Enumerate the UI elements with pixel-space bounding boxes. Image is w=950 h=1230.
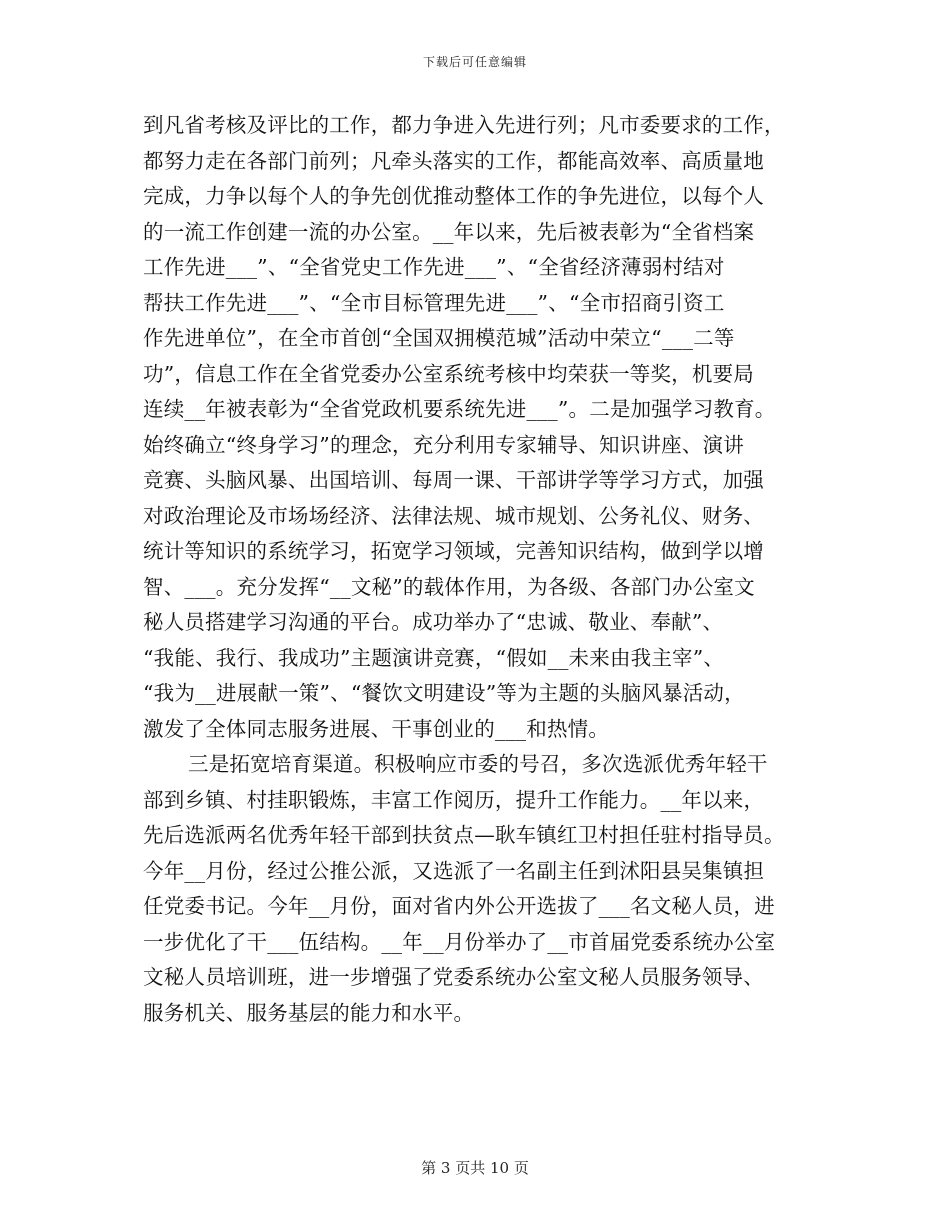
text-line: 完成，力争以每个人的争先创优推动整体工作的争先进位，以每个人 [143,184,764,208]
paragraph-2 [143,747,823,1031]
text-line: “我为__进展献一策”、“餐饮文明建设”等为主题的头脑风暴活动， [143,681,745,705]
text-line: 先后选派两名优秀年轻干部到扶贫点—耿车镇红卫村担任驻村指导员。 [143,823,785,847]
text-line: 都努力走在各部门前列；凡牵头落实的工作，都能高效率、高质量地 [143,148,764,173]
text-line: 部到乡镇、村挂职锻炼，丰富工作阅历，提升工作能力。__年以来， [143,787,765,812]
text-line: 对政治理论及市场场经济、法律法规、城市规划、公务礼仪、财务、 [143,503,764,528]
text-line: 服务机关、服务基层的能力和水平。 [143,1000,475,1025]
text-line: 作先进单位”，在全市首创“全国双拥模范城”活动中荣立“___二等 [143,326,735,350]
text-line: 始终确立“终身学习”的理念，充分利用专家辅导、知识讲座、演讲 [143,432,744,457]
document-body [143,108,823,1031]
text-line: 智、___。充分发挥“__文秘”的载体作用，为各级、各部门办公室文 [143,574,755,599]
text-line: 秘人员搭建学习沟通的平台。成功举办了“忠诚、敬业、奉献”、 [143,610,724,634]
text-line: 统计等知识的系统学习，拓宽学习领域，完善知识结构，做到学以增 [143,539,764,563]
page-footer: 第 3 页共 10 页 [421,1159,529,1177]
text-line: 竞赛、头脑风暴、出国培训、每周一课、干部讲学等学习方式，加强 [143,468,764,492]
text-line: 今年__月份，经过公推公派，又选派了一名副主任到沭阳县吴集镇担 [143,858,765,883]
text-line: 一步优化了干___伍结构。__年__月份举办了__市首届党委系统办公室 [143,929,776,954]
paragraph-1 [143,108,823,747]
text-line: 功”，信息工作在全省党委办公室系统考核中均荣获一等奖，机要局 [143,361,754,386]
text-line: 文秘人员培训班，进一步增强了党委系统办公室文秘人员服务领导、 [143,965,764,989]
text-line: 任党委书记。今年__月份，面对省内外公开选拔了___名文秘人员，进 [143,894,775,918]
page-header: 下载后可任意编辑 [422,55,527,69]
text-line: 帮扶工作先进___”、“全市目标管理先进___”、“全市招商引资工 [143,290,725,315]
text-line: 连续__年被表彰为“全省党政机要系统先进___”。二是加强学习教育。 [143,397,776,421]
text-line: “我能、我行、我成功”主题演讲竞赛，“假如__未来由我主宰”、 [143,645,725,670]
text-line-indented: 三是拓宽培育渠道。积极响应市委的号召，多次选派优秀年轻干 [188,752,768,776]
text-line: 到凡省考核及评比的工作，都力争进入先进行列；凡市委要求的工作， [143,113,785,137]
text-line: 的一流工作创建一流的办公室。__年以来，先后被表彰为“全省档案 [143,219,755,244]
text-line: 激发了全体同志服务进展、干事创业的___和热情。 [143,716,610,741]
text-line: 工作先进___”、“全省党史工作先进___”、“全省经济薄弱村结对 [143,255,725,279]
